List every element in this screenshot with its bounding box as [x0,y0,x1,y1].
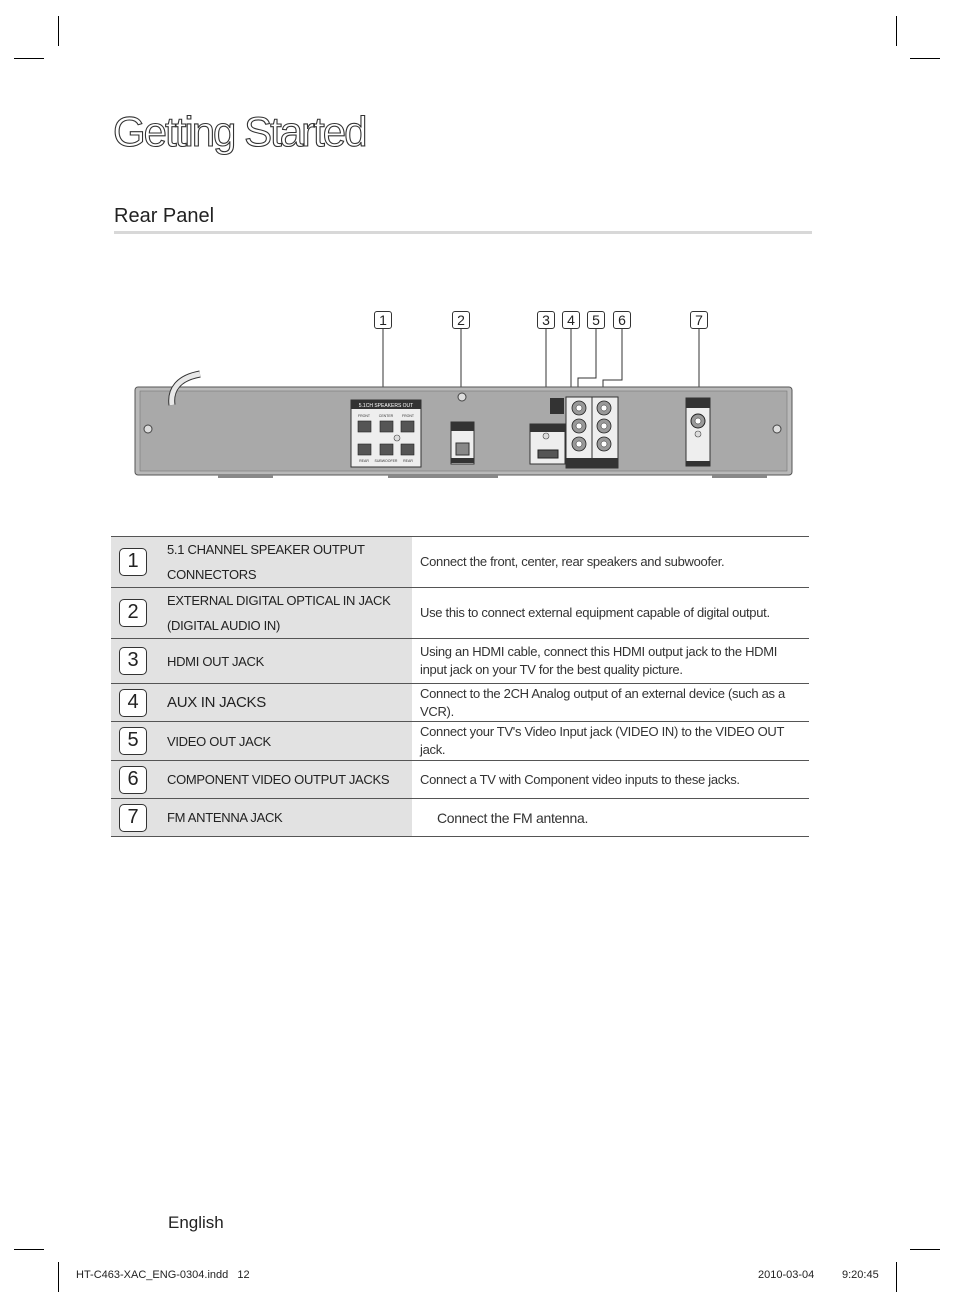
callout-6: 6 [613,311,631,329]
row-name-cont: CONNECTORS [167,567,257,582]
callout-7: 7 [690,311,708,329]
table-row [111,537,809,588]
callout-2: 2 [452,311,470,329]
center-label: CENTER [378,414,394,418]
row-number: 7 [119,804,147,832]
row-description: Connect the FM antenna. [437,809,589,826]
row-description: Connect to the 2CH Analog output of an external device (such as a VCR). [420,685,785,719]
table-row [111,639,809,684]
table-row [111,799,809,837]
table-row [111,761,809,799]
row-description: Connect the front, center, rear speakers and subwoofer. [420,554,725,569]
slug-time: 9:20:45 [842,1269,879,1281]
row-description: Connect your TV's Video Input jack (VIDEO IN) to the VIDEO OUT jack. [420,724,784,757]
subwoofer-label: SUBWOOFER [374,459,398,463]
rear-panel-illustration [0,0,954,520]
crop-mark [896,1262,897,1292]
crop-mark [14,1249,44,1250]
front-right-label: FRONT [401,414,415,418]
row-number: 4 [119,689,147,717]
row-number: 3 [119,647,147,675]
section-heading: Rear Panel [114,205,215,227]
page-title: Getting Started [113,108,366,155]
callout-1: 1 [374,311,392,329]
row-name: COMPONENT VIDEO OUTPUT JACKS [155,761,412,799]
callout-3: 3 [537,311,555,329]
row-description: Using an HDMI cable, connect this HDMI output jack to the HDMI input jack on your TV for the best quality picture. [420,644,778,677]
row-number: 5 [119,727,147,755]
callout-4: 4 [562,311,580,329]
footer-language: English [168,1213,224,1232]
table-row [111,684,809,722]
row-number: 2 [119,599,147,627]
rear-panel-table [111,536,809,837]
table-row [111,588,809,639]
row-name: HDMI OUT JACK [155,639,412,684]
table-row [111,722,809,761]
row-description: Connect a TV with Component video inputs to these jacks. [420,771,740,787]
row-name: AUX IN JACKS [155,684,412,722]
row-name: 5.1 CHANNEL SPEAKER OUTPUT [167,542,365,557]
crop-mark [910,1249,940,1250]
slug-date: 2010-03-04 [758,1269,815,1281]
row-name: VIDEO OUT JACK [155,722,412,761]
rear-right-label: REAR [403,459,413,463]
row-name: FM ANTENNA JACK [155,799,412,837]
callout-5: 5 [587,311,605,329]
crop-mark [58,1262,59,1292]
row-name: EXTERNAL DIGITAL OPTICAL IN JACK [167,593,391,608]
slug-file: HT-C463-XAC_ENG-0304.indd 12 [76,1269,250,1281]
row-number: 1 [119,548,147,576]
row-name-cont: (DIGITAL AUDIO IN) [167,618,281,633]
row-number: 6 [119,766,147,794]
front-left-label: FRONT [357,414,371,418]
rear-left-label: REAR [359,459,369,463]
row-description: Use this to connect external equipment capable of digital output. [420,605,770,620]
speakers-out-label: 5.1CH SPEAKERS OUT [358,403,414,409]
